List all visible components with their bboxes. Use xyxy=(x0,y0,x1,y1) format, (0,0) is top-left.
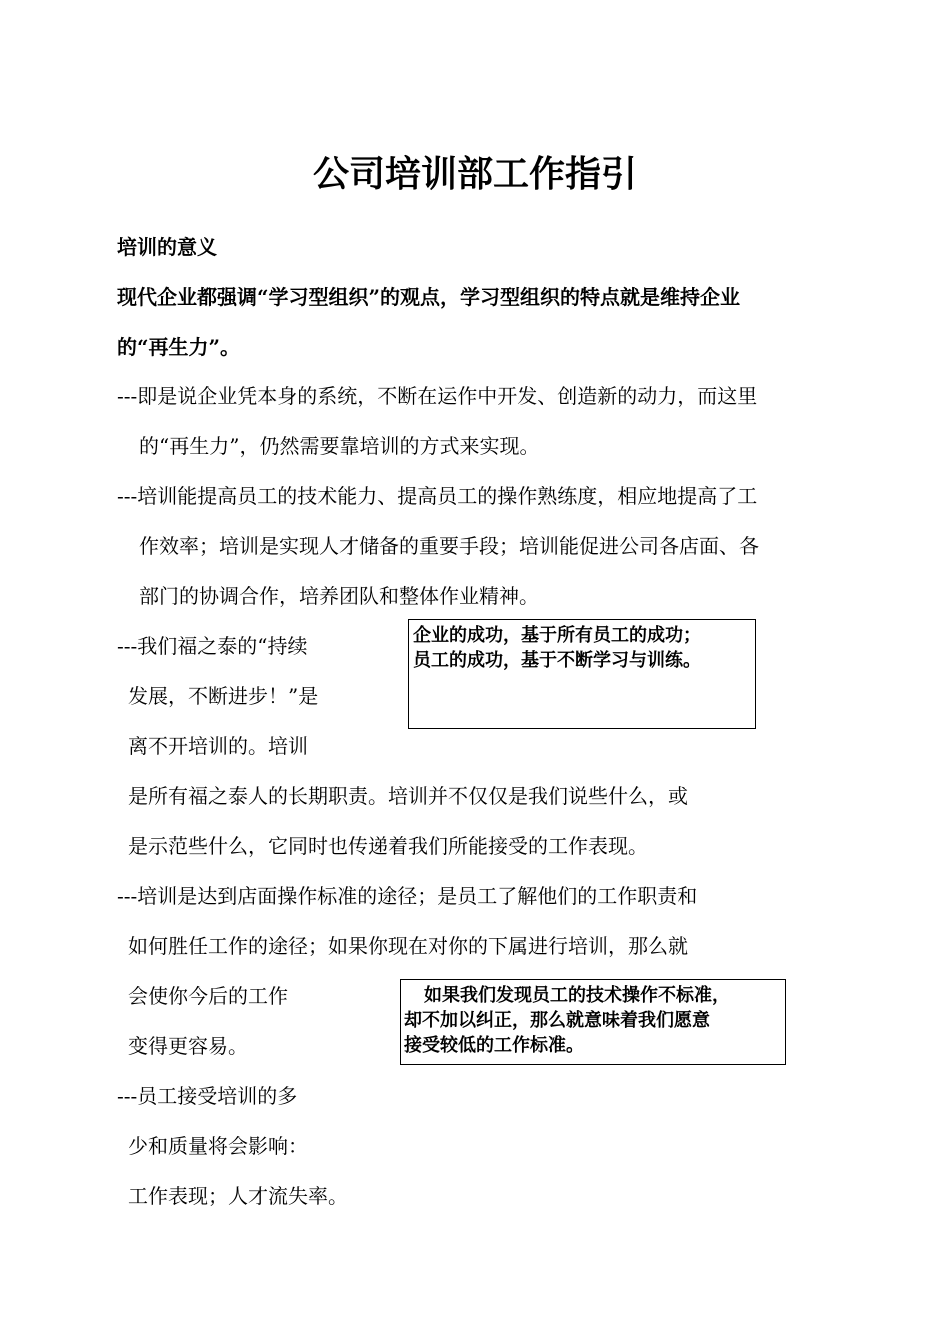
callout-line: 员工的成功，基于不断学习与训练。 xyxy=(413,650,701,671)
paragraph-line: 离不开培训的。培训 xyxy=(128,734,308,758)
paragraph-line: 是示范些什么，它同时也传递着我们所能接受的工作表现。 xyxy=(128,834,648,858)
callout-line: 接受较低的工作标准。 xyxy=(404,1035,584,1056)
paragraph-line: 是所有福之泰人的长期职责。培训并不仅仅是我们说些什么，或 xyxy=(128,784,688,808)
paragraph-line: 的“再生力”，仍然需要靠培训的方式来实现。 xyxy=(139,434,540,458)
paragraph-line: 变得更容易。 xyxy=(128,1034,248,1058)
paragraph-line: ---我们福之泰的“持续 xyxy=(117,634,308,658)
paragraph-line: 工作表现；人才流失率。 xyxy=(128,1184,348,1208)
paragraph-line: 会使你今后的工作 xyxy=(128,984,288,1008)
paragraph-line: 部门的协调合作，培养团队和整体作业精神。 xyxy=(139,584,539,608)
section-heading: 培训的意义 xyxy=(117,235,217,259)
paragraph-line: ---即是说企业凭本身的系统，不断在运作中开发、创造新的动力，而这里 xyxy=(117,384,758,408)
paragraph-line: ---培训是达到店面操作标准的途径；是员工了解他们的工作职责和 xyxy=(117,884,698,908)
intro-line: 的“再生力”。 xyxy=(117,335,241,359)
intro-line: 现代企业都强调“学习型组织”的观点，学习型组织的特点就是维持企业 xyxy=(117,285,741,309)
callout-line: 却不加以纠正，那么就意味着我们愿意 xyxy=(404,1010,710,1031)
page-title: 公司培训部工作指引 xyxy=(312,153,637,195)
callout-line: 如果我们发现员工的技术操作不标准， xyxy=(424,985,730,1006)
paragraph-line: 如何胜任工作的途径；如果你现在对你的下属进行培训，那么就 xyxy=(128,934,688,958)
paragraph-line: 作效率；培训是实现人才储备的重要手段；培训能促进公司各店面、各 xyxy=(139,534,759,558)
paragraph-line: ---员工接受培训的多 xyxy=(117,1084,298,1108)
paragraph-line: 少和质量将会影响： xyxy=(128,1134,308,1158)
paragraph-line: 发展，不断进步！”是 xyxy=(128,684,319,708)
callout-line: 企业的成功，基于所有员工的成功； xyxy=(413,625,701,646)
paragraph-line: ---培训能提高员工的技术能力、提高员工的操作熟练度，相应地提高了工 xyxy=(117,484,758,508)
